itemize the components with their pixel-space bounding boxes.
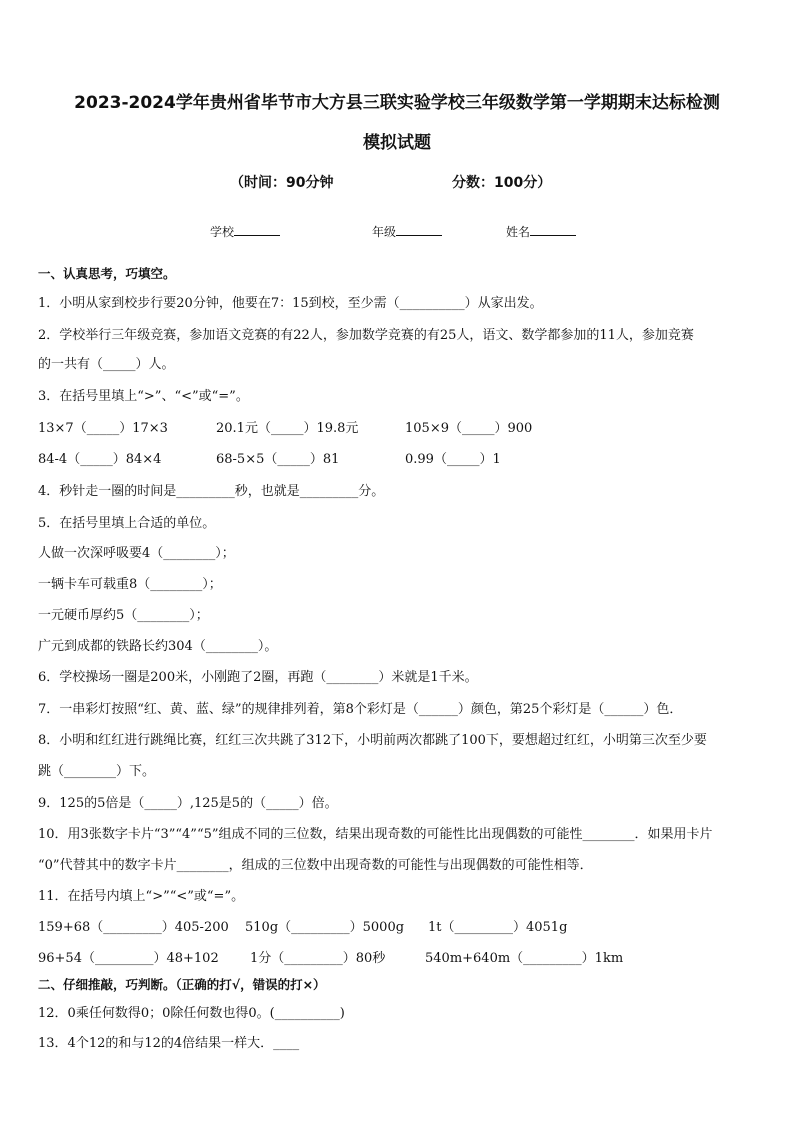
name-field bbox=[506, 223, 576, 240]
question-10-line2: “0”代替其中的数字卡片________，组成的三位数中出现奇数的可能性与出现偶数的可能性相等． bbox=[38, 858, 593, 873]
document-title-line2: 模拟试题 bbox=[363, 133, 431, 153]
school-field bbox=[210, 223, 280, 240]
question-6: 6．学校操场一圈是200米，小刚跑了2圈，再跑（________）米就是1千米。 bbox=[38, 670, 478, 685]
question-2-line2: 的一共有（_____）人。 bbox=[38, 357, 175, 372]
question-9: 9．125的5倍是（_____）,125是5的（_____）倍。 bbox=[38, 796, 338, 811]
question-2-line1: 2．学校举行三年级竞赛，参加语文竞赛的有22人，参加数学竞赛的有25人，语文、数学都参加的11人，参加竞赛 bbox=[38, 328, 694, 343]
question-13: 13．4个12的和与12的4倍结果一样大．____ bbox=[38, 1036, 300, 1051]
school-blank bbox=[234, 225, 280, 236]
grade-field bbox=[372, 223, 442, 240]
q3-item: 0.99（_____）1 bbox=[405, 452, 501, 467]
q11-item: 96+54（_________）48+102 bbox=[38, 951, 219, 966]
q11-item: 1分（_________）80秒 bbox=[250, 951, 386, 966]
question-7: 7．一串彩灯按照“红、黄、蓝、绿”的规律排列着，第8个彩灯是（______）颜色，第25个彩灯是（______）色． bbox=[38, 702, 683, 717]
q11-item: 159+68（_________）405-200 bbox=[38, 920, 229, 935]
question-12: 12．0乘任何数得0；0除任何数也得0。(__________) bbox=[38, 1006, 345, 1021]
q5-item: 人做一次深呼吸要4（________）； bbox=[38, 546, 235, 561]
q3-item: 84-4（_____）84×4 bbox=[38, 452, 162, 467]
exam-time: （时间：90分钟 bbox=[230, 175, 334, 191]
question-4: 4．秒针走一圈的时间是_________秒，也就是_________分。 bbox=[38, 484, 385, 499]
grade-label: 年级 bbox=[372, 225, 397, 239]
q11-item: 540m+640m（_________）1km bbox=[425, 951, 624, 966]
question-8-line1: 8．小明和红红进行跳绳比赛，红红三次共跳了312下，小明前两次都跳了100下，要想超过红红，小明第三次至少要 bbox=[38, 733, 707, 748]
q5-item: 一元硬币厚约5（________）； bbox=[38, 608, 209, 623]
question-10-line1: 10．用3张数字卡片“3”“4”“5”组成不同的三位数，结果出现奇数的可能性比出现偶数的可能性________．如果用卡片 bbox=[38, 827, 713, 842]
q11-item: 510g（_________）5000g bbox=[245, 920, 405, 935]
question-3: 3．在括号里填上“>”、“<”或“=”。 bbox=[38, 389, 249, 404]
grade-blank bbox=[396, 225, 442, 236]
section-heading-2: 二、仔细推敲，巧判断。（正确的打√，错误的打×） bbox=[38, 977, 326, 992]
question-8-line2: 跳（________）下。 bbox=[38, 764, 156, 779]
name-blank bbox=[530, 225, 576, 236]
question-11: 11．在括号内填上“>”“<”或“=”。 bbox=[38, 889, 245, 904]
document-title-line1: 2023-2024学年贵州省毕节市大方县三联实验学校三年级数学第一学期期末达标检测 bbox=[74, 93, 720, 113]
q3-item: 105×9（_____）900 bbox=[405, 421, 533, 436]
q3-item: 68-5×5（_____）81 bbox=[216, 452, 340, 467]
q3-item: 20.1元（_____）19.8元 bbox=[216, 421, 359, 436]
section-heading-1: 一、认真思考，巧填空。 bbox=[38, 266, 176, 281]
q5-item: 一辆卡车可载重8（________）； bbox=[38, 577, 222, 592]
school-label: 学校 bbox=[210, 225, 235, 239]
q3-item: 13×7（_____）17×3 bbox=[38, 421, 168, 436]
question-1: 1．小明从家到校步行要20分钟，他要在7：15到校，至少需（__________）从家出发。 bbox=[38, 296, 543, 311]
question-5: 5．在括号里填上合适的单位。 bbox=[38, 516, 216, 531]
q5-item: 广元到成都的铁路长约304（________）。 bbox=[38, 639, 278, 654]
exam-score: 分数：100分） bbox=[452, 175, 552, 191]
name-label: 姓名 bbox=[506, 225, 531, 239]
q11-item: 1t（_________）4051g bbox=[428, 920, 568, 935]
